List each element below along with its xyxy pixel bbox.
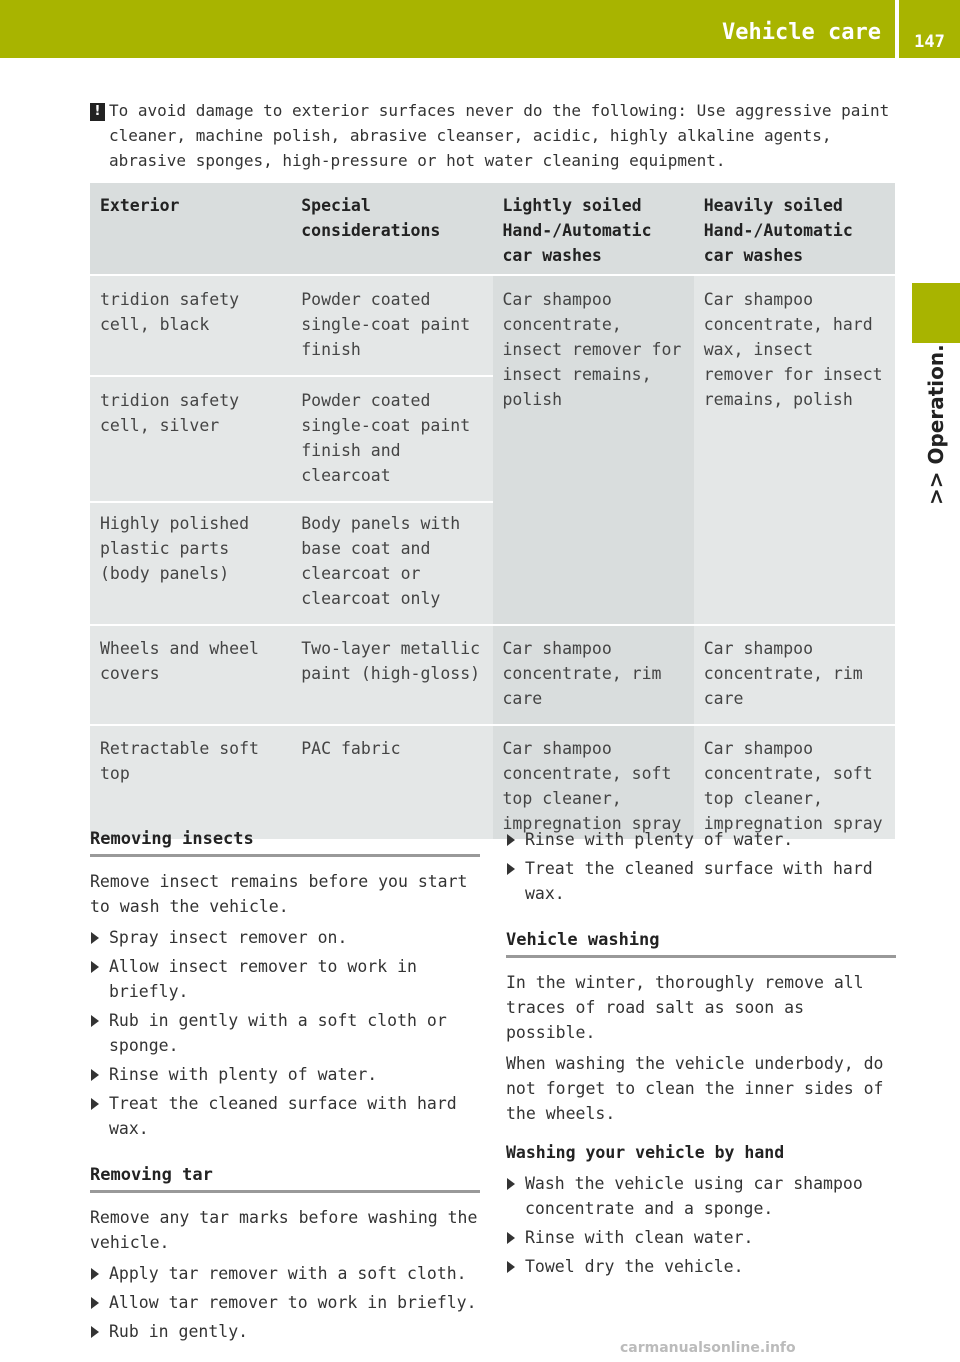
cell-exterior: Highly polished plastic parts (body panels) [90, 502, 291, 625]
list-item: Treat the cleaned surface with hard wax. [506, 856, 896, 906]
arrow-icon [91, 932, 99, 944]
table-row [90, 725, 895, 840]
care-table [90, 183, 895, 841]
list-item: Treat the cleaned surface with hard wax. [90, 1091, 480, 1141]
arrow-icon [507, 1232, 515, 1244]
header-exterior: Exterior [90, 183, 291, 275]
removing-tar-steps [90, 1261, 480, 1344]
arrow-icon [91, 1268, 99, 1280]
vehicle-washing-para-2: When washing the vehicle underbody, do not forget to clean the inner sides of the wheels. [506, 1054, 884, 1123]
list-item: Rinse with plenty of water. [506, 827, 896, 852]
removing-insects-intro: Remove insect remains before you start to wash the vehicle. [90, 872, 468, 916]
header-special: Special considerations [291, 183, 492, 275]
washing-by-hand-heading: Washing your vehicle by hand [506, 1143, 785, 1162]
list-item: Spray insect remover on. [90, 925, 480, 950]
warning-text: To avoid damage to exterior surfaces never do the following: Use aggressive paint cleaner, machine polish, abrasive cleanser, acidic, highly alkaline agents, abrasive sponges, high-pressure or hot water cleaning equipment. [109, 101, 890, 170]
removing-tar-heading: Removing tar [90, 1163, 480, 1193]
right-column [506, 827, 896, 1283]
header-heavily-soiled: Heavily soiled Hand-/Automatic car washes [694, 183, 895, 275]
left-column [90, 827, 480, 1348]
cell-exterior: Wheels and wheel covers [90, 625, 291, 725]
list-item: Rinse with clean water. [506, 1225, 896, 1250]
washing-by-hand-steps [506, 1171, 896, 1279]
list-item: Apply tar remover with a soft cloth. [90, 1261, 480, 1286]
warning-icon: ! [90, 103, 105, 121]
header-lightly-soiled: Lightly soiled Hand-/Automatic car washes [493, 183, 694, 275]
cell-special: PAC fabric [291, 725, 492, 840]
section-tab-label: >> Operation. [924, 344, 948, 505]
removing-insects-heading: Removing insects [90, 827, 480, 857]
vehicle-washing-heading: Vehicle washing [506, 928, 896, 958]
cell-lightly-soiled: Car shampoo concentrate, soft top cleaner, impregnation spray [493, 725, 694, 840]
table-header-row [90, 183, 895, 275]
list-item: Wash the vehicle using car shampoo concentrate and a sponge. [506, 1171, 896, 1221]
arrow-icon [507, 1178, 515, 1190]
section-tab-marker [912, 283, 960, 343]
table-row [90, 275, 895, 376]
arrow-icon [507, 834, 515, 846]
cell-special: Two-layer metallic paint (high-gloss) [291, 625, 492, 725]
warning-note [90, 98, 900, 170]
arrow-icon [91, 1098, 99, 1110]
cell-heavily-soiled: Car shampoo concentrate, soft top cleaner, impregnation spray [694, 725, 895, 840]
watermark: carmanualsonline.info [620, 1340, 796, 1356]
vehicle-washing-para-1: In the winter, thoroughly remove all traces of road salt as soon as possible. [506, 973, 864, 1042]
cell-special: Powder coated single-coat paint finish [291, 275, 492, 376]
section-tab [904, 344, 960, 505]
cell-heavily-soiled: Car shampoo concentrate, rim care [694, 625, 895, 725]
list-item: Towel dry the vehicle. [506, 1254, 896, 1279]
cell-special: Powder coated single-coat paint finish and clearcoat [291, 376, 492, 502]
arrow-icon [91, 1015, 99, 1027]
arrow-icon [507, 863, 515, 875]
removing-tar-steps-continued [506, 827, 896, 906]
list-item: Rub in gently. [90, 1319, 480, 1344]
arrow-icon [91, 1326, 99, 1338]
arrow-icon [91, 1297, 99, 1309]
cell-exterior: tridion safety cell, silver [90, 376, 291, 502]
arrow-icon [91, 1069, 99, 1081]
page-number: 147 [899, 0, 960, 58]
cell-exterior: tridion safety cell, black [90, 275, 291, 376]
list-item: Rub in gently with a soft cloth or sponge. [90, 1008, 480, 1058]
arrow-icon [91, 961, 99, 973]
removing-tar-intro: Remove any tar marks before washing the vehicle. [90, 1208, 478, 1252]
cell-heavily-soiled: Car shampoo concentrate, hard wax, insect remover for insect remains, polish [694, 275, 895, 625]
arrow-icon [507, 1261, 515, 1273]
cell-lightly-soiled: Car shampoo concentrate, rim care [493, 625, 694, 725]
cell-special: Body panels with base coat and clearcoat or clearcoat only [291, 502, 492, 625]
removing-insects-steps [90, 925, 480, 1141]
table-row [90, 625, 895, 725]
list-item: Rinse with plenty of water. [90, 1062, 480, 1087]
list-item: Allow tar remover to work in briefly. [90, 1290, 480, 1315]
cell-exterior: Retractable soft top [90, 725, 291, 840]
page-title: Vehicle care [722, 20, 881, 45]
list-item: Allow insect remover to work in briefly. [90, 954, 480, 1004]
cell-lightly-soiled: Car shampoo concentrate, insect remover for insect remains, polish [493, 275, 694, 625]
